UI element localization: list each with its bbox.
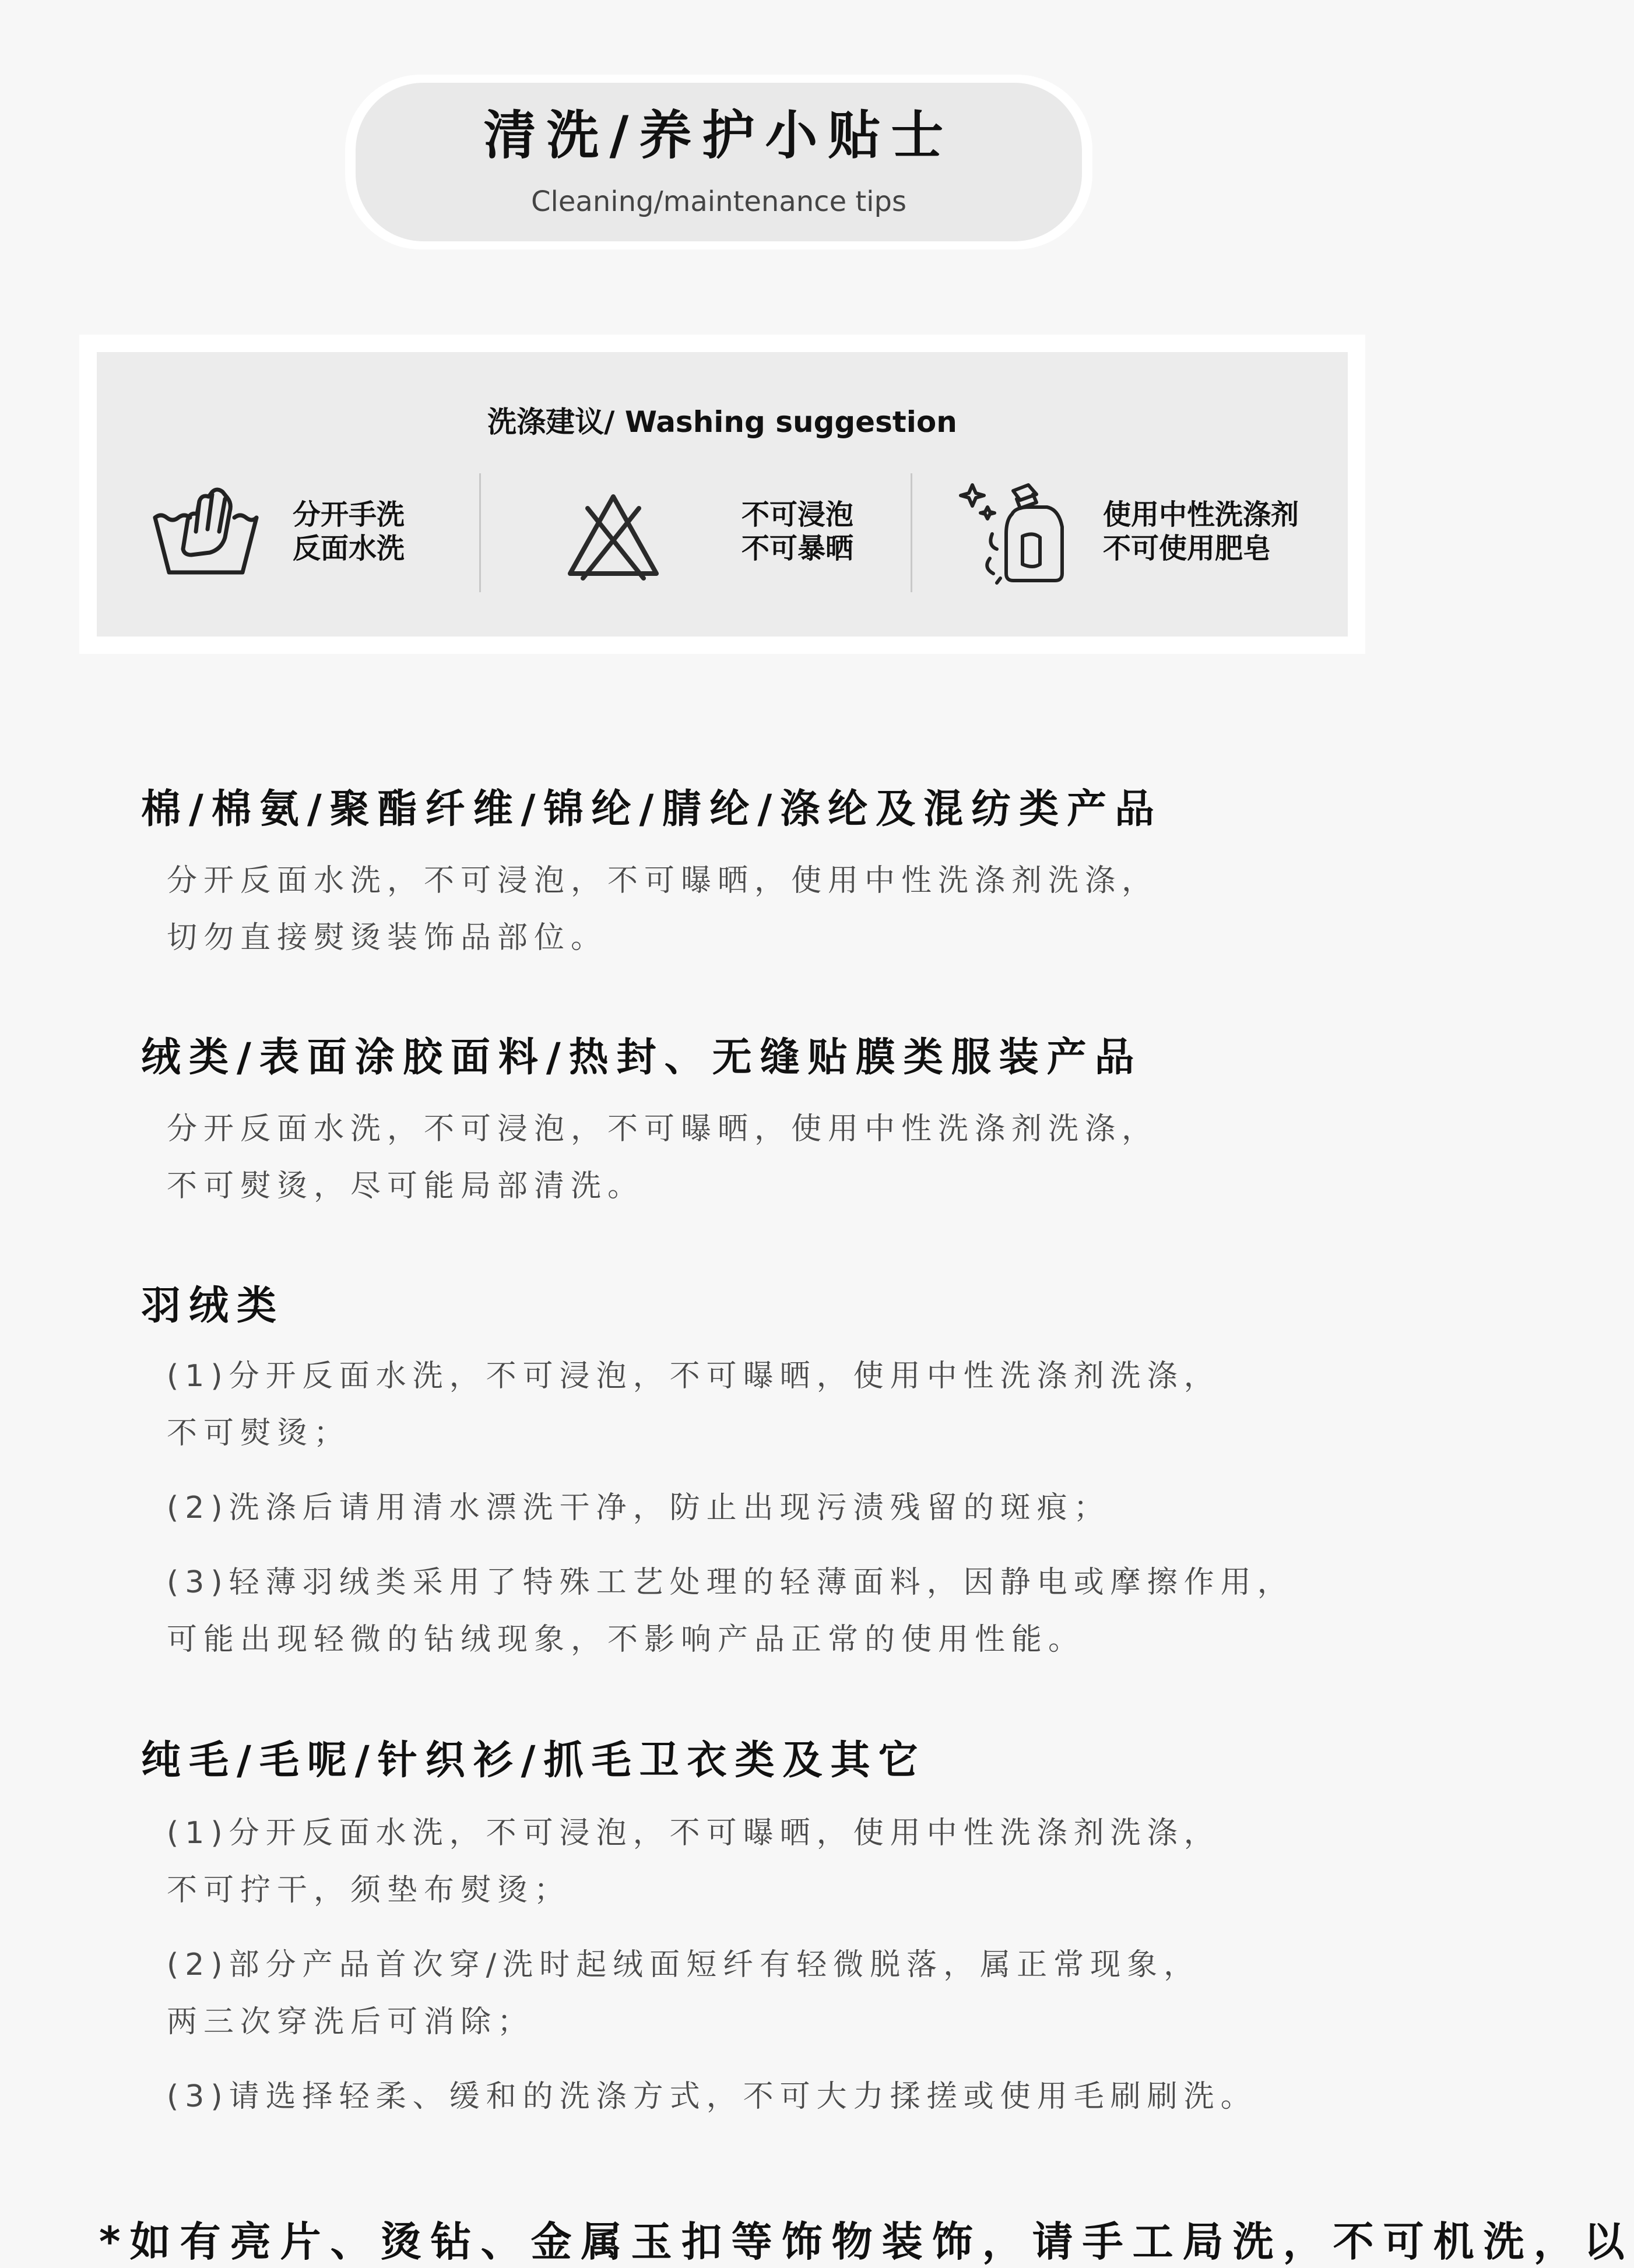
washing-heading: 洗涤建议/ Washing suggestion [487,405,957,439]
section-title: 纯毛/毛呢/针织衫/抓毛卫衣类及其它 [141,1738,926,1784]
paragraph-line: (3)请选择轻柔、缓和的洗涤方式，不可大力揉搓或使用毛刷刷洗。 [167,2079,1257,2114]
washing-item-line1: 不可浸泡 [742,498,854,531]
footer-note-fragment: *如有亮片、烫钻、金属玉扣等饰物装饰，请手工局洗，不可机洗，以 [99,2218,1634,2266]
section-paragraph [167,1805,1221,1919]
washing-divider [911,473,912,592]
section-title: 绒类/表面涂胶面料/热封、无缝贴膜类服装产品 [141,1035,1143,1081]
section-paragraph [167,1936,1200,2051]
paragraph-line: 分开反面水洗，不可浸泡，不可曝晒，使用中性洗涤剂洗涤， [167,1112,1159,1147]
section-paragraph [167,1100,1158,1215]
washing-divider [479,473,481,592]
section-paragraph [167,1348,1221,1462]
washing-item-line1: 使用中性洗涤剂 [1103,498,1299,531]
page-title: 清洗/养护小贴士 [483,104,954,166]
section-paragraph [167,1554,1294,1668]
washing-item-line1: 分开手洗 [293,498,405,531]
washing-items-row [97,473,1348,590]
washing-item-text [742,498,853,565]
paragraph-line: (2)部分产品首次穿/洗时起绒面短纤有轻微脱落，属正常现象， [167,1947,1201,1982]
paragraph-line: 可能出现轻微的钻绒现象，不影响产品正常的使用性能。 [167,1622,1085,1657]
hand-wash-icon [147,473,263,590]
section-paragraph [167,2068,1257,2125]
paragraph-line: (2)洗涤后请用清水漂洗干净，防止出现污渍残留的斑痕； [167,1490,1111,1525]
paragraph-line: (1)分开反面水洗，不可浸泡，不可曝晒，使用中性洗涤剂洗涤， [167,1359,1221,1394]
page-subtitle: Cleaning/maintenance tips [531,185,906,218]
section-title: 棉/棉氨/聚酯纤维/锦纶/腈纶/涤纶及混纺类产品 [141,786,1163,832]
washing-item-text [1103,498,1299,565]
paragraph-line: 不可熨烫； [167,1416,351,1451]
washing-item-line2: 不可暴晒 [742,532,854,565]
washing-item-detergent [960,473,1299,590]
washing-item-line2: 反面水洗 [293,532,405,565]
washing-suggestion-inner [97,352,1348,637]
paragraph-line: 切勿直接熨烫装饰品部位。 [167,920,608,955]
paragraph-line: 不可熨烫，尽可能局部清洗。 [167,1169,645,1204]
paragraph-line: 分开反面水洗，不可浸泡，不可曝晒，使用中性洗涤剂洗涤， [167,863,1159,898]
title-banner-inner [356,83,1082,241]
washing-item-text [293,498,405,565]
detergent-bottle-icon [960,473,1076,590]
paragraph-line: (3)轻薄羽绒类采用了特殊工艺处理的轻薄面料，因静电或摩擦作用， [167,1565,1294,1600]
section-paragraph [167,1479,1111,1536]
washing-suggestion-panel [79,335,1365,654]
section-paragraph [167,852,1158,966]
do-not-bleach-icon [555,473,672,590]
section-title: 羽绒类 [141,1283,285,1329]
washing-item-no-soak [555,473,853,590]
washing-item-hand-wash [147,473,405,590]
paragraph-line: 两三次穿洗后可消除； [167,2005,535,2040]
paragraph-line: (1)分开反面水洗，不可浸泡，不可曝晒，使用中性洗涤剂洗涤， [167,1816,1221,1851]
paragraph-line: 不可拧干，须垫布熨烫； [167,1873,571,1908]
title-banner [345,75,1092,249]
washing-item-line2: 不可使用肥皂 [1103,532,1271,565]
